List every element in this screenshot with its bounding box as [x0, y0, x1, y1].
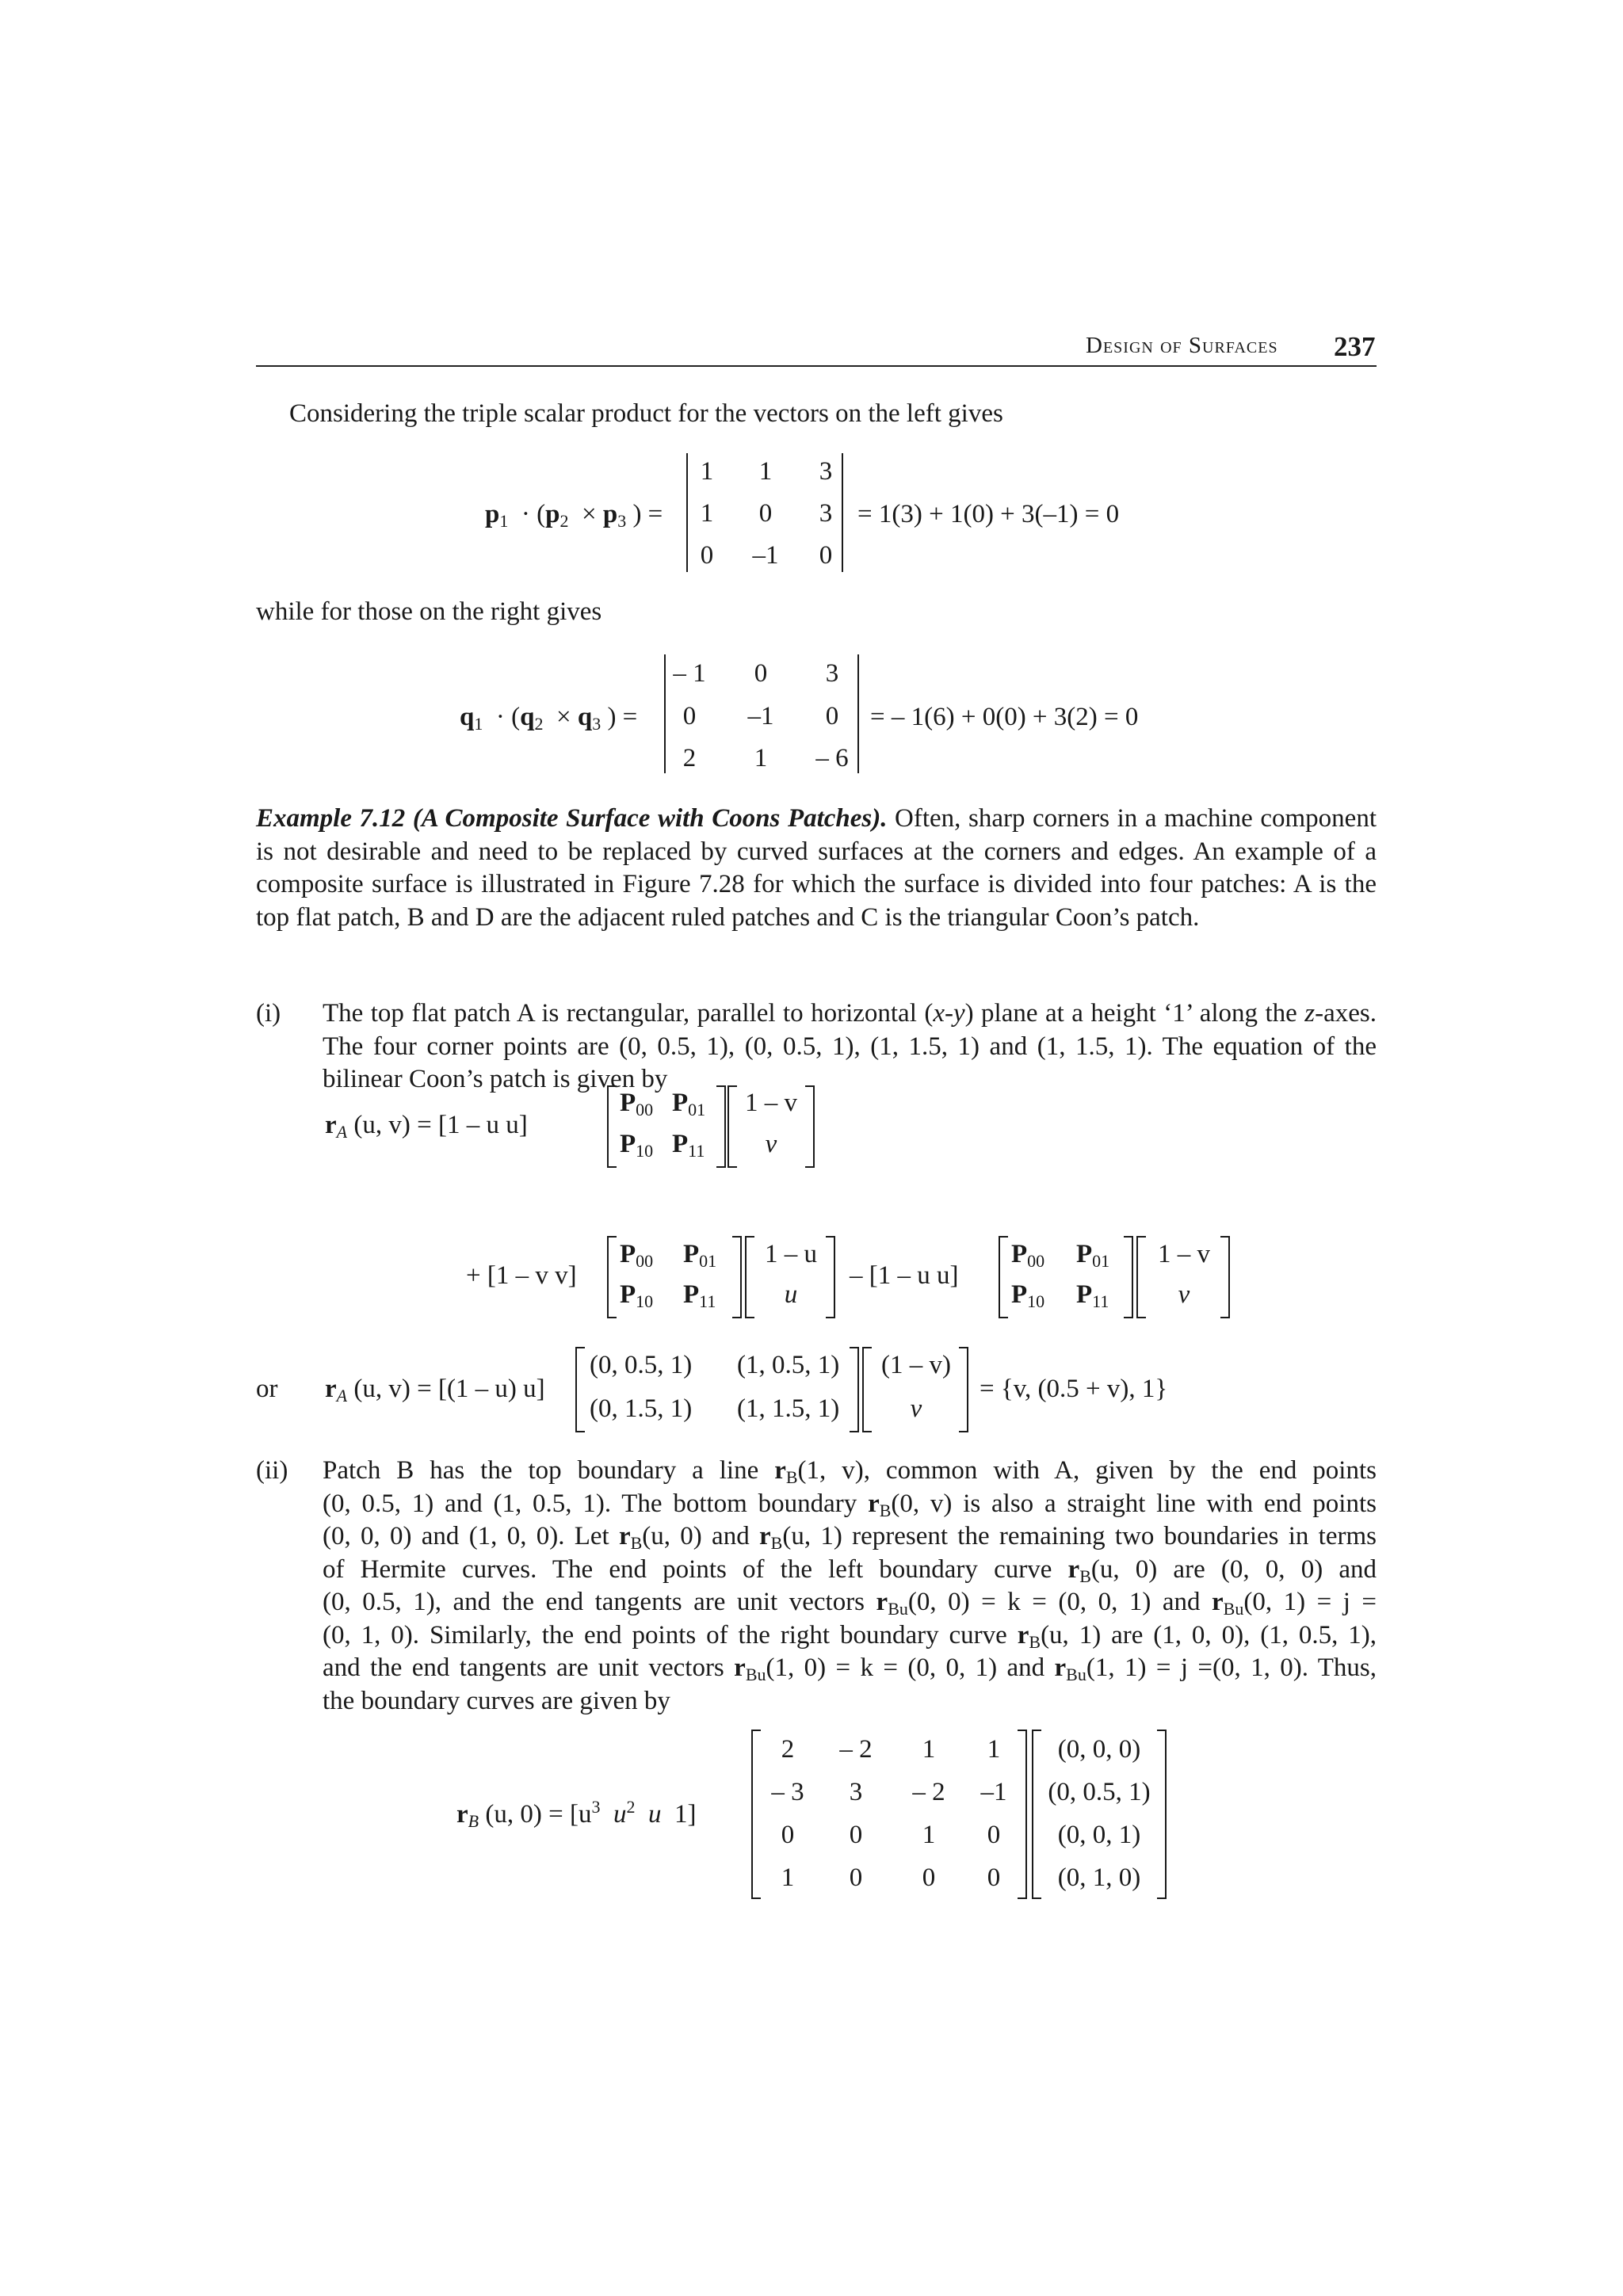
eq4-plus: + [1 – v v]: [466, 1261, 577, 1290]
eq4-matP1-left: [607, 1236, 617, 1318]
eq1-p2: p: [545, 500, 560, 528]
eq4-minus: – [1 – u u]: [850, 1261, 959, 1290]
eq1-cell: 1: [758, 457, 773, 486]
eq5-vec-top: (1 – v): [881, 1351, 951, 1379]
eq4-vec1-top: 1 – u: [765, 1240, 817, 1268]
item-i-z: z: [1304, 999, 1316, 1028]
eq4-P01-a: $P_{01}$: [683, 1240, 717, 1271]
eq3-P01: $P_{01}$: [672, 1089, 706, 1119]
eq2-q1-sub: 1: [474, 714, 483, 734]
eq4-P01-b: $P_{01}$: [1076, 1240, 1110, 1271]
eq4-P11-b: $P_{11}$: [1076, 1280, 1109, 1311]
eq1-cell: 0: [700, 541, 714, 570]
eq6-cell: 1: [922, 1821, 936, 1849]
eq3-lhs: $r_A$ (u, v) = [1 – u u]: [325, 1111, 528, 1142]
eq2-lhs: [460, 701, 637, 733]
item-i-xy: x-y: [933, 999, 965, 1028]
eq2-q3: q: [577, 703, 593, 731]
eq1-equals: ) =: [632, 500, 663, 528]
eq1-cell: 1: [700, 457, 714, 486]
eq3-P11: $P_{11}$: [672, 1130, 705, 1161]
eq6-cell: – 3: [771, 1778, 804, 1806]
eq5-or: or: [256, 1375, 278, 1403]
eq1-lhs: [485, 498, 663, 530]
running-title: Design of Surfaces: [1086, 333, 1278, 358]
eq4-matP2-right: [1124, 1236, 1133, 1318]
eq2-q2: q: [520, 703, 535, 731]
eq6-cell: 0: [849, 1863, 863, 1892]
eq4-P10-a: $P_{10}$: [620, 1280, 654, 1311]
eq6-lhs-text: (u, 0) = [u: [485, 1800, 592, 1829]
eq6-vector-cell: (0, 0, 0): [1057, 1735, 1141, 1764]
example-title: Example 7.12 (A Composite Surface with Coons Patches).: [256, 804, 888, 833]
eq2-cross: ×: [549, 703, 578, 731]
eq6-cell: 0: [849, 1821, 863, 1849]
eq4-vec1-left: [745, 1236, 754, 1318]
eq4-vec2-bot: v: [1178, 1280, 1190, 1309]
eq3-vec-top: 1 – v: [745, 1089, 797, 1117]
eq6-cell: 1: [922, 1735, 936, 1764]
eq1-cell: 0: [819, 541, 833, 570]
eq2-cell: 1: [754, 744, 768, 772]
item-ii-label: (ii): [256, 1456, 288, 1485]
page-number: 237: [1334, 331, 1376, 362]
eq4-vec2-left: [1136, 1236, 1146, 1318]
eq2-cell: 0: [682, 702, 697, 730]
eq6-cell: 0: [987, 1821, 1001, 1849]
eq5-m22: (1, 1.5, 1): [737, 1394, 840, 1423]
eq1-dot: · (: [514, 500, 546, 528]
eq6-cell: – 2: [839, 1735, 873, 1764]
eq2-cell: 2: [682, 744, 697, 772]
eq3-vec-bot: v: [765, 1130, 777, 1158]
eq5-vec-left: [862, 1347, 872, 1432]
eq6-cell: 0: [781, 1821, 795, 1849]
eq5-lhs-text: (u, v) = [(1 – u) u]: [353, 1375, 545, 1403]
eq4-P10-b: $P_{10}$: [1011, 1280, 1045, 1311]
eq4-matP1-right: [732, 1236, 742, 1318]
example-body: Often, sharp corners in a machine component is not desirable and need to be replaced by curved surfaces at the corners and edges. An example of a composite surface is illustrated in Figure 7.28 for which the surface is divided into four patches: A is the top flat patch, B and D are the adjacent ruled patches and C is the triangular Coon’s patch.: [256, 804, 1377, 932]
item-ii-line: (0, 0.5, 1), and the end tangents are unit vectors $r_{Bu}(0$, 0) = k = (0, 0, 1) and $r_{Bu}(0$, 1) = j =: [323, 1588, 1377, 1619]
eq1-cell: 1: [700, 499, 714, 528]
item-ii-line: Patch B has the top boundary a line $r_B(1$, v), common with A, given by the end points: [323, 1456, 1377, 1487]
eq1-p3: p: [602, 500, 618, 528]
item-ii-line: and the end tangents are unit vectors $r_{Bu}(1$, 0) = k = (0, 0, 1) and $r_{Bu}(1$, 1) = j =(0, 1, 0). Thus,: [323, 1653, 1377, 1684]
eq6-vector-cell: (0, 1, 0): [1057, 1863, 1141, 1892]
example-paragraph: [256, 803, 1377, 934]
eq2-cell: 0: [754, 659, 768, 688]
header-rule: [256, 365, 1377, 367]
eq1-cell: 3: [819, 499, 833, 528]
eq4-P00-b: $P_{00}$: [1011, 1240, 1045, 1271]
eq2-q2-sub: 2: [534, 714, 544, 734]
eq2-cell: – 6: [815, 744, 849, 772]
eq3-lhs-text: (u, v) = [1 – u u]: [353, 1111, 528, 1139]
eq6-cell: 2: [781, 1735, 795, 1764]
eq1-p2-sub: 2: [559, 511, 569, 531]
item-ii-line: of Hermite curves. The end points of the left boundary curve $r_B(u$, 0) are (0, 0, 0) and: [323, 1554, 1377, 1586]
intro-line-1: Considering the triple scalar product for the vectors on the left gives: [289, 399, 1003, 428]
eq3-matP-right: [716, 1085, 726, 1168]
eq6-cell: 1: [987, 1735, 1001, 1764]
eq1-cell: 3: [819, 457, 833, 486]
eq1-cell: 0: [758, 499, 773, 528]
eq6-cell: 0: [987, 1863, 1001, 1892]
eq5-rhs: = {v, (0.5 + v), 1}: [980, 1375, 1168, 1403]
item-i-text: [323, 997, 1377, 1097]
eq2-cell: – 1: [673, 659, 706, 688]
eq2-equals: ) =: [607, 703, 638, 731]
eq2-q3-sub: 3: [592, 714, 601, 734]
eq6-vector-cell: (0, 0.5, 1): [1048, 1778, 1151, 1806]
eq1-p1-sub: 1: [499, 511, 509, 531]
eq4-matP2-left: [999, 1236, 1008, 1318]
eq6-cell: 0: [922, 1863, 936, 1892]
eq5-lhs: $r_A$ (u, v) = [(1 – u) u]: [325, 1375, 545, 1405]
eq4-P00-a: $P_{00}$: [620, 1240, 654, 1271]
eq6-cell: 1: [781, 1863, 795, 1892]
eq2-rhs: = – 1(6) + 0(0) + 3(2) = 0: [870, 703, 1139, 731]
item-ii-line: the boundary curves are given by: [323, 1686, 670, 1715]
eq1-p3-sub: 3: [617, 511, 627, 531]
item-i-text-b: ) plane at a height ‘1’ along the: [964, 999, 1305, 1028]
eq4-P11-a: $P_{11}$: [683, 1280, 716, 1311]
eq2-cell: 0: [825, 702, 839, 730]
eq2-cell: –1: [747, 702, 774, 730]
eq3-P00: $P_{00}$: [620, 1089, 654, 1119]
item-ii-line: (0, 0, 0) and (1, 0, 0). Let $r_B(u$, 0) and $r_B(u$, 1) represent the remaining two boundaries in terms: [323, 1522, 1377, 1553]
eq5-m11: (0, 0.5, 1): [590, 1351, 693, 1379]
eq4-vec1-bot: u: [784, 1280, 798, 1309]
eq2-q1: q: [460, 703, 475, 731]
item-ii-line: (0, 0.5, 1) and (1, 0.5, 1). The bottom boundary $r_B(0$, v) is also a straight line with end points: [323, 1489, 1377, 1520]
eq5-vec-bot: v: [910, 1394, 922, 1423]
eq6-vector-cell: (0, 0, 1): [1057, 1821, 1141, 1849]
eq5-mat-right: [850, 1347, 859, 1432]
eq1-cell: –1: [752, 541, 779, 570]
eq1-cross: ×: [575, 500, 603, 528]
eq6-lhs: $r_B$ (u, $0) = [u^3$ $u^2$ u 1]: [456, 1797, 697, 1831]
item-i-text-c: -axes. The four corner points are (0, 0.5, 1), (0, 0.5, 1), (1, 1.5, 1) and (1, 1.5, 1). The equation of the bilinear Coon’s patch is given by: [323, 999, 1377, 1093]
eq1-rhs: = 1(3) + 1(0) + 3(–1) = 0: [857, 500, 1120, 528]
item-i-text-a: The top flat patch A is rectangular, parallel to horizontal (: [323, 999, 934, 1028]
eq3-P10: $P_{10}$: [620, 1130, 654, 1161]
item-ii-line: (0, 1, 0). Similarly, the end points of the right boundary curve $r_B(u$, 1) are (1, 0, 0), (1, 0.5, 1),: [323, 1620, 1377, 1652]
intro-line-2: while for those on the right gives: [256, 597, 602, 626]
eq6-cell: –1: [980, 1778, 1007, 1806]
eq2-cell: 3: [825, 659, 839, 688]
item-i-label: (i): [256, 999, 281, 1028]
eq6-cell: – 2: [912, 1778, 945, 1806]
eq3-matP-left: [607, 1085, 617, 1168]
eq6-cell: 3: [849, 1778, 863, 1806]
eq5-mat-left: [575, 1347, 585, 1432]
eq2-dot: · (: [489, 703, 521, 731]
eq5-m21: (0, 1.5, 1): [590, 1394, 693, 1423]
eq4-vec2-top: 1 – v: [1158, 1240, 1210, 1268]
eq5-m12: (1, 0.5, 1): [737, 1351, 840, 1379]
eq1-p1: p: [485, 500, 500, 528]
